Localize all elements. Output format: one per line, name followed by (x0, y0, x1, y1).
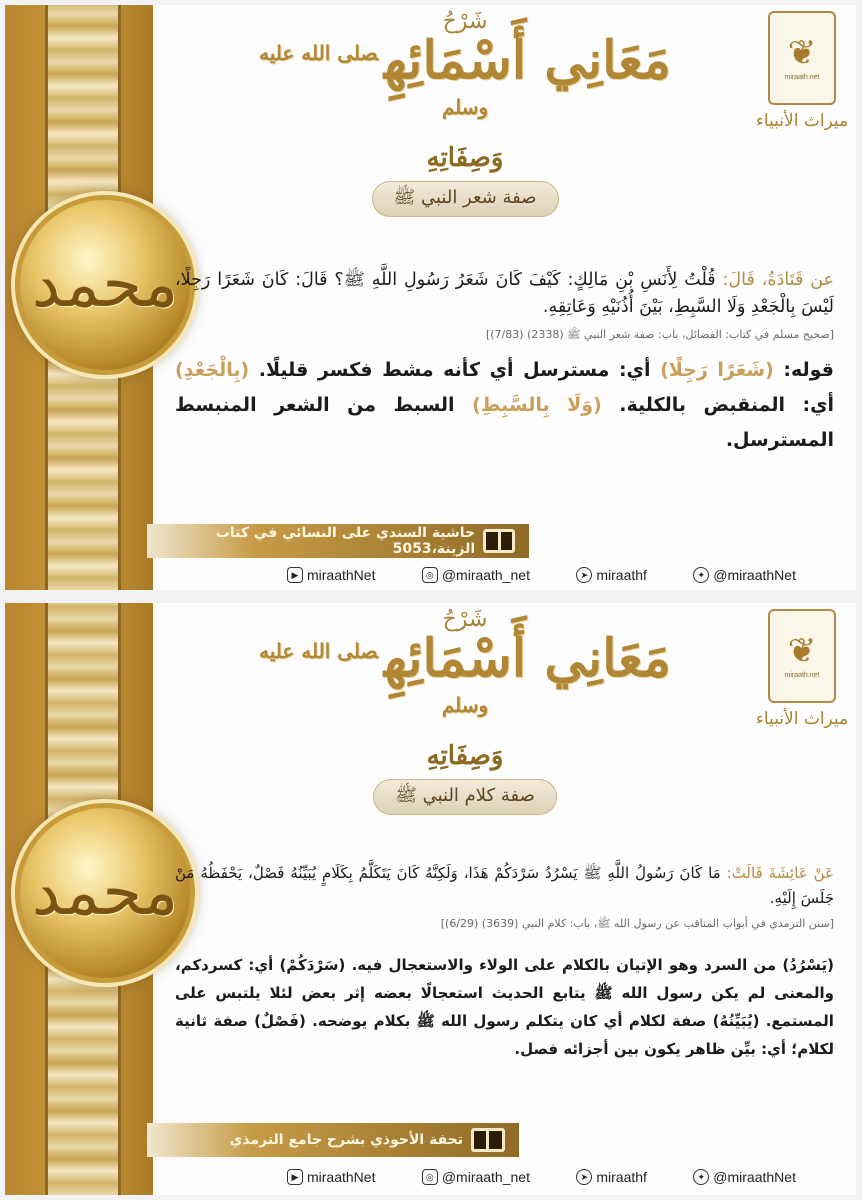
logo-site: miraath.net (784, 73, 820, 81)
page-subtitle: وَصِفَاتِهِ (426, 741, 504, 772)
youtube-icon: ▶ (287, 567, 303, 583)
logo-site: miraath.net (784, 671, 820, 679)
sharh-label: شَرْحُ (442, 607, 488, 632)
telegram-icon: ➤ (576, 1169, 592, 1185)
topic-badge: صفة كلام النبي ﷺ (373, 779, 557, 815)
muhammad-medallion (15, 195, 195, 375)
book-icon (471, 1128, 505, 1152)
logo-name: ميراث الأنبياء (755, 111, 849, 131)
lantern-emblem-icon: ❦ (787, 32, 817, 73)
page-title: مَعَانِي أَسْمَائِهِ$^{صلى الله عليه وسلم}$ (259, 30, 671, 120)
social-youtube[interactable]: ▶ miraathNet (287, 567, 375, 583)
card-speech (5, 603, 856, 1195)
hadith-block (175, 267, 834, 348)
hadith-text: قُلْتُ لِأَنَسِ بْنِ مَالِكٍ: كَيْفَ كَانَ شَعَرُ رَسُولِ اللَّهِ ﷺ؟ قَالَ: كَانَ شَعَرًا رَجِلًا، لَيْسَ بِالْجَعْدِ وَلَا السَّبِطِ، بَيْنَ أُذُنَيْهِ وَعَاتِقِهِ. (175, 270, 834, 317)
social-telegram[interactable]: ➤ miraathf (576, 1169, 647, 1185)
instagram-icon: ◎ (422, 1169, 438, 1185)
page-title: مَعَانِي أَسْمَائِهِ$^{صلى الله عليه وسلم}$ (259, 628, 671, 718)
social-twitter[interactable]: ✦ @miraathNet (693, 1169, 796, 1185)
medallion-calligraphy: محمد (31, 248, 179, 322)
instagram-icon: ◎ (422, 567, 438, 583)
source-text: تحفة الأحوذي بشرح جامع الترمذي (229, 1132, 463, 1148)
header (245, 9, 685, 217)
miraath-logo (752, 609, 852, 729)
muhammad-medallion (15, 803, 195, 983)
medallion-calligraphy: محمد (31, 856, 179, 930)
twitter-icon: ✦ (693, 1169, 709, 1185)
card-hair (5, 5, 856, 590)
explanation: قوله: (شَعَرًا رَجِلًا) أي: مسترسل أي كأنه مشط فكسر قليلًا. (بِالْجَعْدِ) أي: المنقبض بالكلية. (وَلَا بِالسَّبِطِ) السبط من الشعر المنبسط المسترسل. (175, 359, 834, 451)
hadith-block (175, 861, 834, 936)
social-instagram[interactable]: ◎ @miraath_net (422, 1169, 530, 1185)
topic-badge: صفة شعر النبي ﷺ (372, 181, 559, 217)
social-links (287, 1169, 796, 1185)
source-text: حاشية السندي على النسائي في كتاب الزينة،5053 (215, 525, 476, 557)
twitter-icon: ✦ (693, 567, 709, 583)
source-bar (147, 524, 529, 558)
youtube-icon: ▶ (287, 1169, 303, 1185)
social-telegram[interactable]: ➤ miraathf (576, 567, 647, 583)
source-bar (147, 1123, 519, 1157)
header (245, 607, 685, 815)
logo-name: ميراث الأنبياء (755, 709, 849, 729)
narrator: عَنْ عَائِشَةَ قَالَتْ: (726, 864, 834, 882)
telegram-icon: ➤ (576, 567, 592, 583)
salawat: صلى الله عليه وسلم (259, 638, 489, 718)
social-instagram[interactable]: ◎ @miraath_net (422, 567, 530, 583)
page-subtitle: وَصِفَاتِهِ (426, 143, 504, 174)
social-youtube[interactable]: ▶ miraathNet (287, 1169, 375, 1185)
explanation: (يَسْرُدُ) من السرد وهو الإتيان بالكلام على الولاء والاستعجال فيه. (سَرْدَكُمْ) أي: كسردكم، والمعنى لم يكن رسول الله ﷺ يتابع الحديث استعجالًا بعضه إثر بعض لئلا يلتبس على المستمع. (يُبَيِّنُهُ) صفة لكلام أي كان يتكلم رسول الله ﷺ بكلام يوضحه. (فَصْلٌ) صفة ثانية لكلام؛ أي: بيِّن ظاهر يكون بين أجزائه فصل. (175, 956, 834, 1058)
social-twitter[interactable]: ✦ @miraathNet (693, 567, 796, 583)
narrator: عن قَتَادَةُ، قَالَ: (722, 270, 834, 290)
lantern-emblem-icon: ❦ (787, 630, 817, 671)
sharh-label: شَرْحُ (442, 9, 488, 34)
book-icon (483, 529, 515, 553)
hadith-text: مَا كَانَ رَسُولُ اللَّهِ ﷺ يَسْرُدُ سَرْدَكُمْ هَذَا، وَلَكِنَّهُ كَانَ يَتَكَلَّمُ بِكَلَامٍ يُبَيِّنُهُ فَصْلٌ، يَحْفَظُهُ مَنْ جَلَسَ إِلَيْهِ. (175, 864, 834, 907)
miraath-logo (752, 11, 852, 131)
hadith-reference: [سنن الترمذي في أبواب المناقب عن رسول الله ﷺ، باب: كلام النبي (3639) (6/29)] (440, 917, 834, 930)
salawat: صلى الله عليه وسلم (259, 40, 489, 120)
hadith-reference: [صحيح مسلم في كتاب: الفضائل، باب: صفة شعر النبي ﷺ (2338) (7/83)] (485, 328, 834, 341)
social-links (287, 567, 796, 583)
